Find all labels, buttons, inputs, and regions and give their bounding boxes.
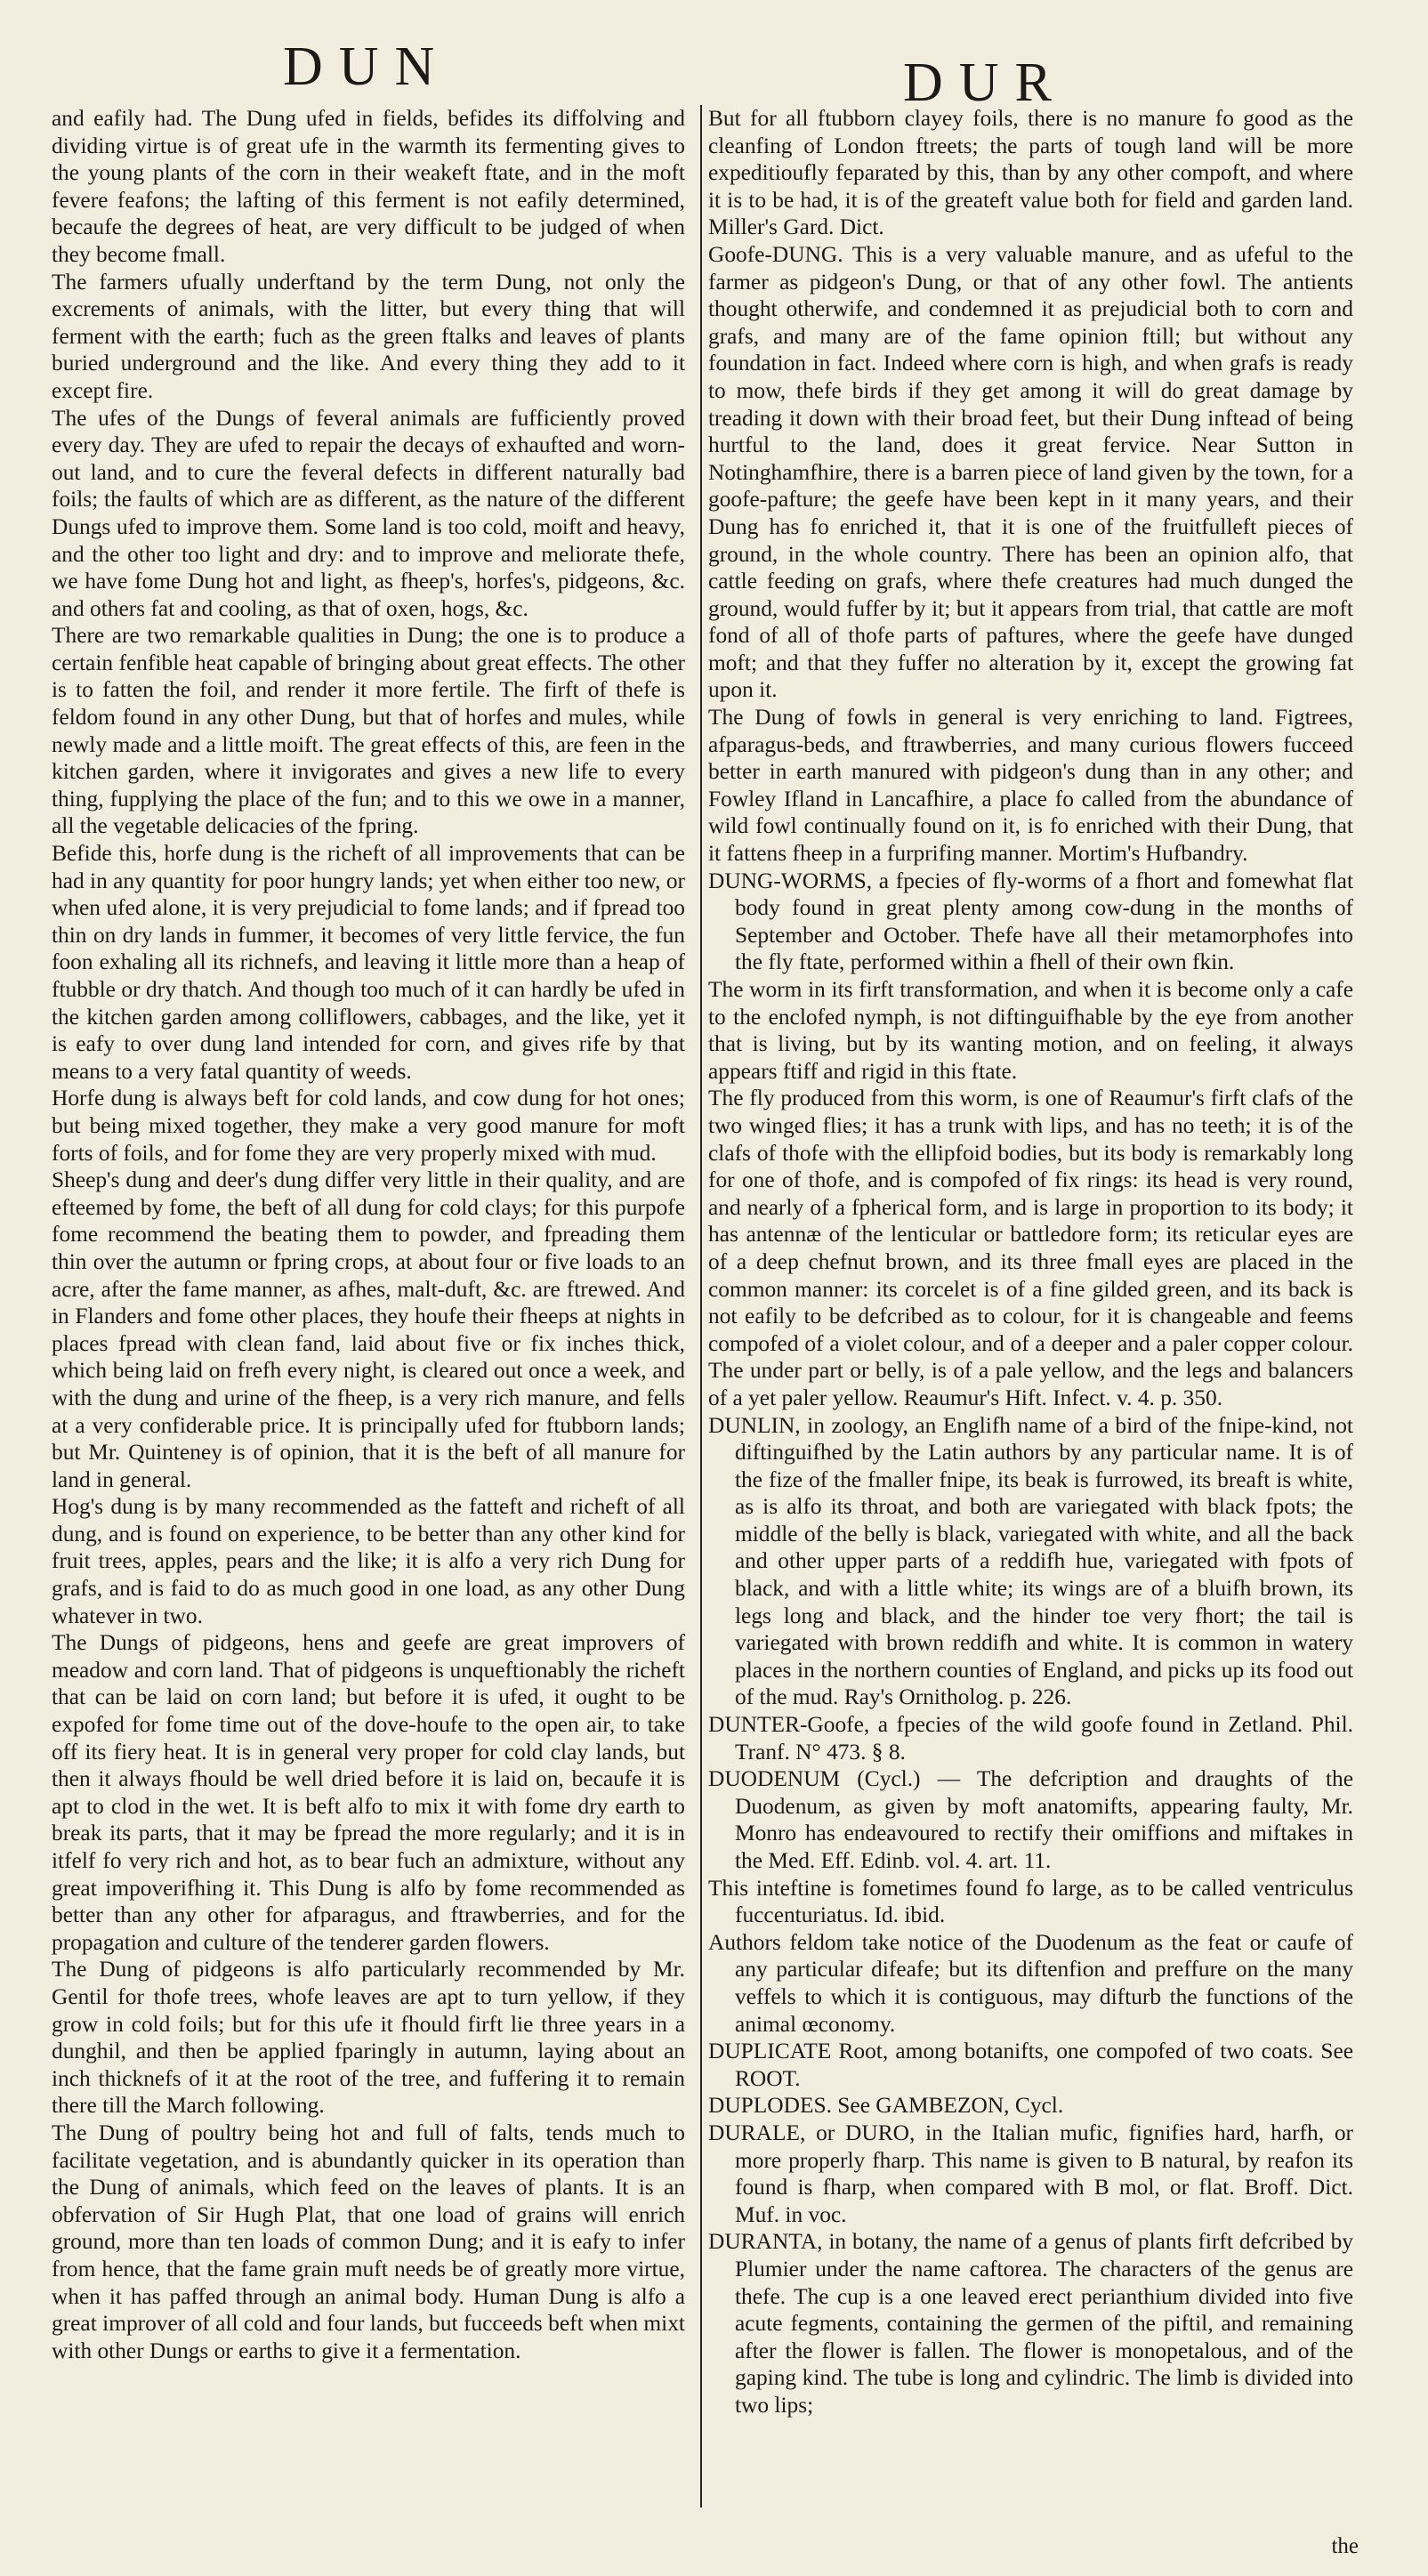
- right-column: [708, 105, 1353, 2419]
- paragraph: The Dung of fowls in general is very enriching to land. Figtrees, afparagus-beds, and ftrawberries, and many curious flowers fucceed better in earth manured with pidgeon's dung than in any other; and Fowley Ifland in Lancafhire, a place fo called from the abundance of wild fowl continually found on it, is fo enriched with their Dung, that it fattens fheep in a furprifing manner. Mortim's Hufbandry.: [708, 705, 1353, 867]
- paragraph: The worm in its firft transformation, and when it is become only a cafe to the enclofed nymph, is not diftinguifhable by the eye from another that is living, but by its wanting motion, and on feeling, it always appears ftiff and rigid in this ftate.: [708, 977, 1353, 1084]
- paragraph: But for all ftubborn clayey foils, there is no manure fo good as the cleanfing of London ftreets; the parts of tough land will be more expeditioufly feparated by this, than by any other compoft, and where it is to be had, it is of the greateft value both for field and garden land. Miller's Gard. Dict.: [708, 106, 1353, 240]
- paragraph: Befide this, horfe dung is the richeft of all improvements that can be had in any quantity for poor hungry lands; yet when either too new, or when ufed alone, it is very prejudicial to fome lands; and if fpread too thin on dry lands in fummer, it becomes of very little fervice, the fun foon exhaling all its richnefs, and leaving it little more than a heap of ftubble or dry thatch. And though too much of it can hardly be ufed in the kitchen garden among colliflowers, cabbages, and the like, yet it is eafy to over dung land intended for corn, and gives rife by that means to a very fatal quantity of weeds.: [52, 841, 685, 1084]
- paragraph: The Dungs of pidgeons, hens and geefe are great improvers of meadow and corn land. That of pidgeons is unqueftionably the richeft that can be laid on corn land; but before it is ufed, it ought to be expofed for fome time out of the dove-houfe to the open air, to take off its fiery heat. It is in general very proper for cold clay lands, but then it always fhould be well dried before it is laid on, becaufe it is apt to clod in the wet. It is beft alfo to mix it with fome dry earth to break its parts, that it may be fpread the more regularly; and it is in itfelf fo very rich and hot, as to bear fuch an admixture, without any great impoverifhing it. This Dung is alfo by fome recommended as better than any other for afparagus, and ftrawberries, and for the propagation and culture of the tenderer garden flowers.: [52, 1630, 685, 1955]
- paragraph: The Dung of pidgeons is alfo particularly recommended by Mr. Gentil for thofe trees, whofe leaves are apt to turn yellow, if they grow in cold foils; but for this ufe it fhould firft lie three years in a dunghil, and then be applied fparingly in autumn, laying about an inch thicknefs of it at the root of the tree, and fuffering it to remain there till the March following.: [52, 1957, 685, 2119]
- left-column: [52, 105, 685, 2364]
- paragraph: There are two remarkable qualities in Dung; the one is to produce a certain fenfible heat capable of bringing about great effects. The other is to fatten the foil, and render it more fertile. The firft of thefe is feldom found in any other Dung, but that of horfes and mules, while newly made and a little moift. The great effects of this, are feen in the kitchen garden, where it invigorates and gives a new life to every thing, fupplying the place of the fun; and to this we owe in a manner, all the vegetable delicacies of the fpring.: [52, 623, 685, 839]
- entry-durale: DURALE, or DURO, in the Italian mufic, fignifies hard, harfh, or more properly fharp. This name is given to B natural, by reafon its found is fharp, when compared with B mol, or flat. Broff. Dict. Muf. in voc.: [708, 2120, 1353, 2227]
- paragraph: This inteftine is fometimes found fo large, as to be called ventriculus fuccenturiatus. Id. ibid.: [708, 1875, 1353, 1928]
- entry-duodenum: DUODENUM (Cycl.) — The defcription and draughts of the Duodenum, as given by moft anatomifts, appearing faulty, Mr. Monro has endeavoured to rectify their omiffions and miftakes in the Med. Eff. Edinb. vol. 4. art. 11.: [708, 1766, 1353, 1873]
- paragraph: Authors feldom take notice of the Duodenum as the feat or caufe of any particular difeafe; but its diftenfion and preffure on the many veffels to which it is contiguous, may difturb the functions of the animal œconomy.: [708, 1929, 1353, 2037]
- column-divider: [700, 105, 702, 2507]
- entry-dung-worms: DUNG-WORMS, a fpecies of fly-worms of a fhort and fomewhat flat body found in great plenty among cow-dung in the months of September and October. Thefe have all their metamorphofes into the fly ftate, performed within a fhell of their own fkin.: [708, 868, 1353, 975]
- paragraph: The ufes of the Dungs of feveral animals are fufficiently proved every day. They are ufed to repair the decays of exhaufted and worn-out land, and to cure the feveral defects in different naturally bad foils; the faults of which are as different, as the nature of the different Dungs ufed to improve them. Some land is too cold, moift and heavy, and the other too light and dry: and to improve and meliorate thefe, we have fome Dung hot and light, as fheep's, horfes's, pidgeons, &c. and others fat and cooling, as that of oxen, hogs, &c.: [52, 405, 685, 621]
- paragraph: Horfe dung is always beft for cold lands, and cow dung for hot ones; but being mixed together, they make a very good manure for moft forts of foils, and for fome they are very properly mixed with mud.: [52, 1086, 685, 1166]
- entry-dunlin: DUNLIN, in zoology, an Englifh name of a bird of the fnipe-kind, not diftinguifhed by the Latin authors by any particular name. It is of the fize of the fmaller fnipe, its beak is furrowed, its breaft is white, as is alfo its throat, and both are variegated with black fpots; the middle of the belly is black, variegated with white, and all the back and other upper parts of a reddifh hue, variegated with fpots of black, and with a little white; its wings are of a bluifh brown, its legs long and black, and the hinder toe very fhort; the tail is variegated with brown reddifh and white. It is common in watery places in the northern counties of England, and picks up its food out of the mud. Ray's Ornitholog. p. 226.: [708, 1412, 1353, 1710]
- paragraph: The farmers ufually underftand by the term Dung, not only the excrements of animals, with the litter, but every thing that will ferment with the earth; fuch as the green ftalks and leaves of plants buried underground and the like. And every thing they add to it except fire.: [52, 269, 685, 403]
- running-head-right: DUR: [903, 52, 1068, 113]
- entry-dunter-goose: DUNTER-Goofe, a fpecies of the wild goofe found in Zetland. Phil. Tranf. N° 473. § 8.: [708, 1712, 1353, 1764]
- entry-duranta: DURANTA, in botany, the name of a genus of plants firft defcribed by Plumier under the name caftorea. The characters of the genus are thefe. The cup is a one leaved erect perianthium divided into five acute fegments, containing the germen of the piftil, and remaining after the flower is fallen. The flower is monopetalous, and of the gaping kind. The tube is long and cylindric. The limb is divided into two lips;: [708, 2229, 1353, 2418]
- entry-duplicate: DUPLICATE Root, among botanifts, one compofed of two coats. See ROOT.: [708, 2039, 1353, 2091]
- paragraph: and eafily had. The Dung ufed in fields, befides its diffolving and dividing virtue is of great ufe in the warmth its fermenting gives to the young plants of the corn in their weakeft ftate, and in the moft fevere feafons; the lafting of this ferment is not eafily determined, becaufe the degrees of heat, are very difficult to be judged of when they become fmall.: [52, 106, 685, 267]
- paragraph: Sheep's dung and deer's dung differ very little in their quality, and are efteemed by fome, the beft of all dung for cold clays; for this purpofe fome recommend the beating them to powder, and fpreading them thin over the autumn or fpring crops, at about four or five loads to an acre, after the fame manner, as afhes, malt-duft, &c. are ftrewed. And in Flanders and fome other places, they houfe their fheeps at nights in places fpread with clean fand, laid about five or fix inches thick, which being laid on frefh every night, is cleared out once a week, and with the dung and urine of the fheep, is a very rich manure, and fells at a very confiderable price. It is principally ufed for ftubborn lands; but Mr. Quinteney is of opinion, that it is the beft of all manure for land in general.: [52, 1167, 685, 1492]
- paragraph: The fly produced from this worm, is one of Reaumur's firft clafs of the two winged flies; it has a trunk with lips, and has no teeth; it is of the clafs of thofe with the ellipfoid bodies, but its body is remarkably long for one of thofe, and is compofed of fix rings: its head is very round, and nearly of a fpherical form, and is large in proportion to its body; it has antennæ of the lenticular or battledore form; its reticular eyes are of a deep chefnut brown, and its three fmall eyes are placed in the common manner: its corcelet is of a fine gilded green, and its back is not eafily to be defcribed as to colour, for it is changeable and feems compofed of a violet colour, and of a deeper and a paler copper colour. The under part or belly, is of a pale yellow, and the legs and balancers of a yet paler yellow. Reaumur's Hift. Infect. v. 4. p. 350.: [708, 1086, 1353, 1410]
- paragraph: Hog's dung is by many recommended as the fatteft and richeft of all dung, and is found on experience, to be better than any other kind for fruit trees, apples, pears and the like; it is alfo a very rich Dung for grafs, and is faid to do as much good in one load, as any other Dung whatever in two.: [52, 1494, 685, 1628]
- running-head-left: DUN: [283, 36, 451, 97]
- entry-goose-dung: Goofe-DUNG. This is a very valuable manure, and as ufeful to the farmer as pidgeon's Dung, or that of any other fowl. The antients thought otherwife, and condemned it as prejudicial both to corn and grafs, and many are of the fame opinion ftill; but without any foundation in fact. Indeed where corn is high, and when grafs is ready to mow, thefe birds if they get among it will do great damage by treading it down with their broad feet, but their Dung inftead of being hurtful to the land, does it great fervice. Near Sutton in Notinghamfhire, there is a barren piece of land given by the town, for a goofe-pafture; the geefe have been kept in it many years, and their Dung has fo enriched it, that it is one of the fruitfulleft pieces of ground, in the whole country. There has been an opinion alfo, that cattle feeding on grafs, where thefe creatures had much dunged the ground, would fuffer by it; but it appears from trial, that cattle are moft fond of all of thofe parts of paftures, where the geefe have dunged moft; and that they fuffer no alteration by it, except the growing fat upon it.: [708, 241, 1353, 703]
- catchword: the: [1331, 2534, 1359, 2558]
- entry-duplodes: DUPLODES. See GAMBEZON, Cycl.: [708, 2093, 1064, 2119]
- paragraph: The Dung of poultry being hot and full of falts, tends much to facilitate vegetation, and is abundantly quicker in its operation than the Dung of animals, which feed on the leaves of plants. It is an obfervation of Sir Hugh Plat, that one load of grains will enrich ground, more than ten loads of common Dung; and it is eafy to infer from hence, that the fame grain muft needs be of greatly more virtue, when it has paffed through an animal body. Human Dung is alfo a great improver of all cold and four lands, but fucceeds beft when mixt with other Dungs or earths to give it a fermentation.: [52, 2120, 685, 2363]
